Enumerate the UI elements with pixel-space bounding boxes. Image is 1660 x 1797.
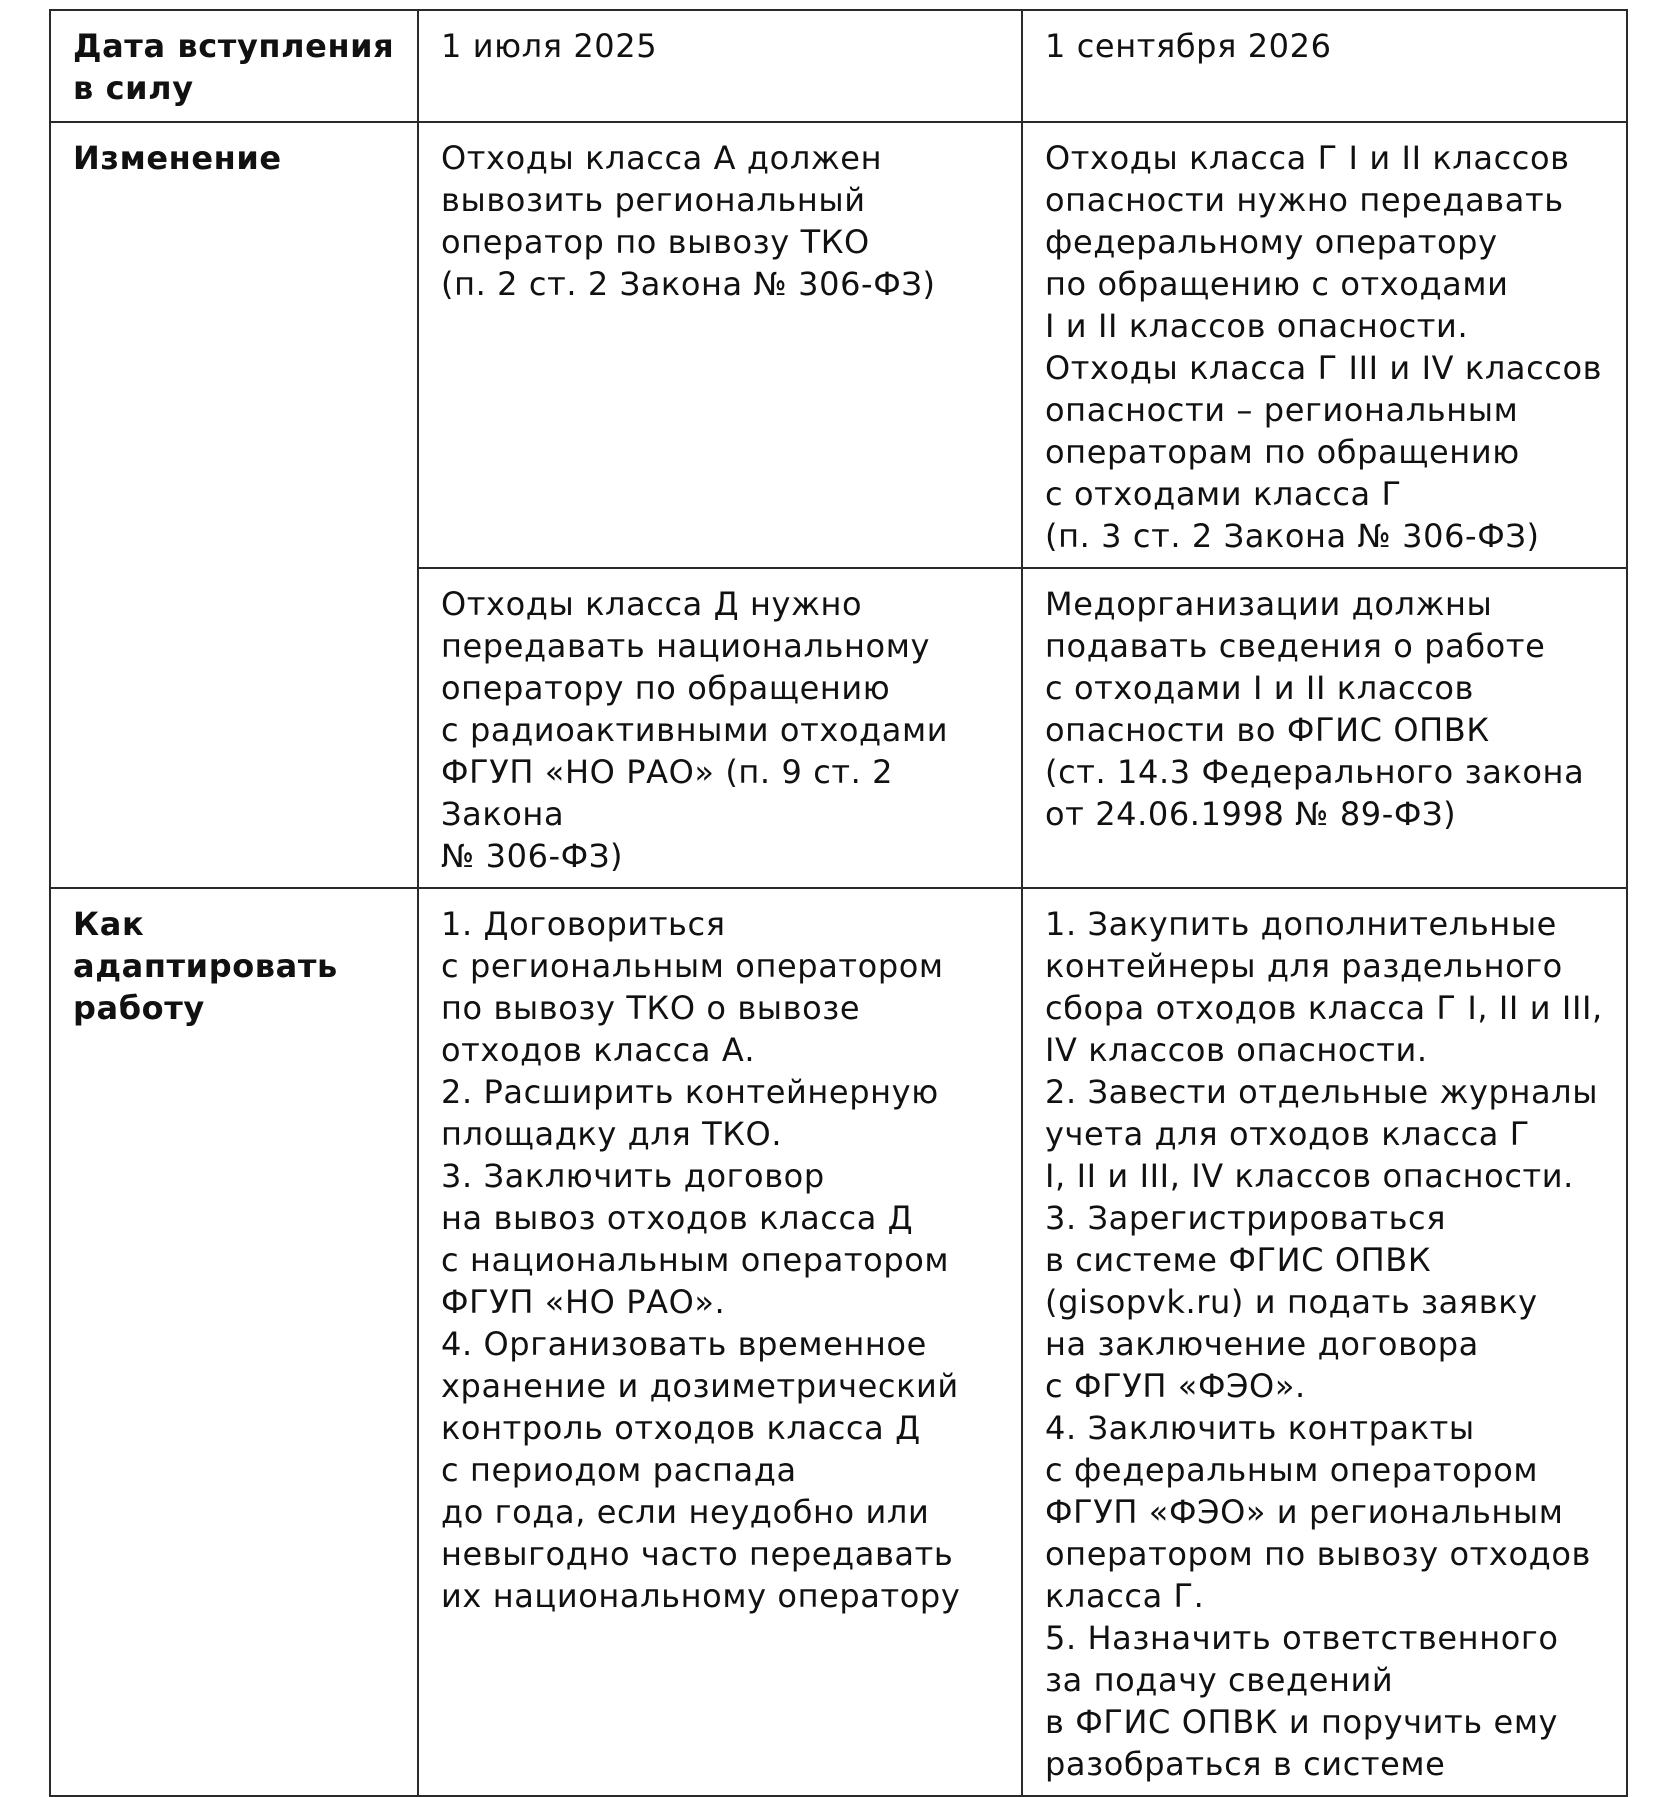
effective-date-label-cell — [50, 10, 418, 122]
adapt-2026-steps: 1. Закупить дополнительные контейнеры для раздельного сбора отходов класса Г I, II и III, IV классов опасности. 2. Завести отдельные журналы учета для отходов класса Г I, II и III, IV классов опасности. 3. Зарегистрироваться в системе ФГИС ОПВК (gisopvk.ru) и подать заявку на заключение договора с ФГУП «ФЭО». 4. Заключить контракты с федеральным оператором ФГУП «ФЭО» и региональным оператором по вывозу отходов класса Г. 5. Назначить ответственного за подачу сведений в ФГИС ОПВК и поручить ему разобраться в системе — [1045, 905, 1603, 1783]
effective-date-label: Дата вступления в силу — [73, 27, 395, 107]
change-reporting-text: Медорганизации должны подавать сведения о работе с отходами I и II классов опасности во ФГИС ОПВК (ст. 14.3 Федерального закона от 24.06.1998 № 89-ФЗ) — [1045, 585, 1585, 833]
date-2025: 1 июля 2025 — [441, 27, 658, 65]
adapt-label-cell — [50, 888, 418, 1796]
adapt-2026-cell — [1022, 888, 1627, 1796]
change-class-d-text: Отходы класса Д нужно передавать национальному оператору по обращению с радиоактивными отходами ФГУП «НО РАО» (п. 9 ст. 2 Закона № 306-ФЗ) — [441, 585, 949, 875]
adapt-label: Как адаптировать работу — [73, 905, 338, 1027]
change-label-cell — [50, 122, 418, 888]
date-2025-cell — [418, 10, 1022, 122]
regulation-table — [49, 9, 1628, 1797]
change-reporting-cell — [1022, 568, 1627, 888]
adapt-2025-cell — [418, 888, 1022, 1796]
adapt-2025-steps: 1. Договориться с региональным оператором по вывозу ТКО о вывозе отходов класса А. 2. Расширить контейнерную площадку для ТКО. 3. Заключить договор на вывоз отходов класса Д с национальным оператором ФГУП «НО РАО». 4. Организовать временное хранение и дозиметрический контроль отходов класса Д с периодом распада до года, если неудобно или невыгодно часто передавать их национальному оператору — [441, 905, 961, 1615]
table-row-effective-date — [50, 10, 1627, 122]
change-class-a-text: Отходы класса А должен вывозить региональный оператор по вывозу ТКО (п. 2 ст. 2 Закона № 306-ФЗ) — [441, 139, 936, 303]
change-class-a-cell — [418, 122, 1022, 568]
change-class-g-text: Отходы класса Г I и II классов опасности нужно передавать федеральному оператору по обращению с отходами I и II классов опасности. Отходы класса Г III и IV классов опасности – региональным операторам по обращению с отходами класса Г (п. 3 ст. 2 Закона № 306-ФЗ) — [1045, 139, 1603, 555]
table-row-adapt — [50, 888, 1627, 1796]
change-label: Изменение — [73, 139, 282, 177]
table-row-change-1 — [50, 122, 1627, 568]
change-class-g-cell — [1022, 122, 1627, 568]
date-2026: 1 сентября 2026 — [1045, 27, 1332, 65]
change-class-d-cell — [418, 568, 1022, 888]
date-2026-cell — [1022, 10, 1627, 122]
